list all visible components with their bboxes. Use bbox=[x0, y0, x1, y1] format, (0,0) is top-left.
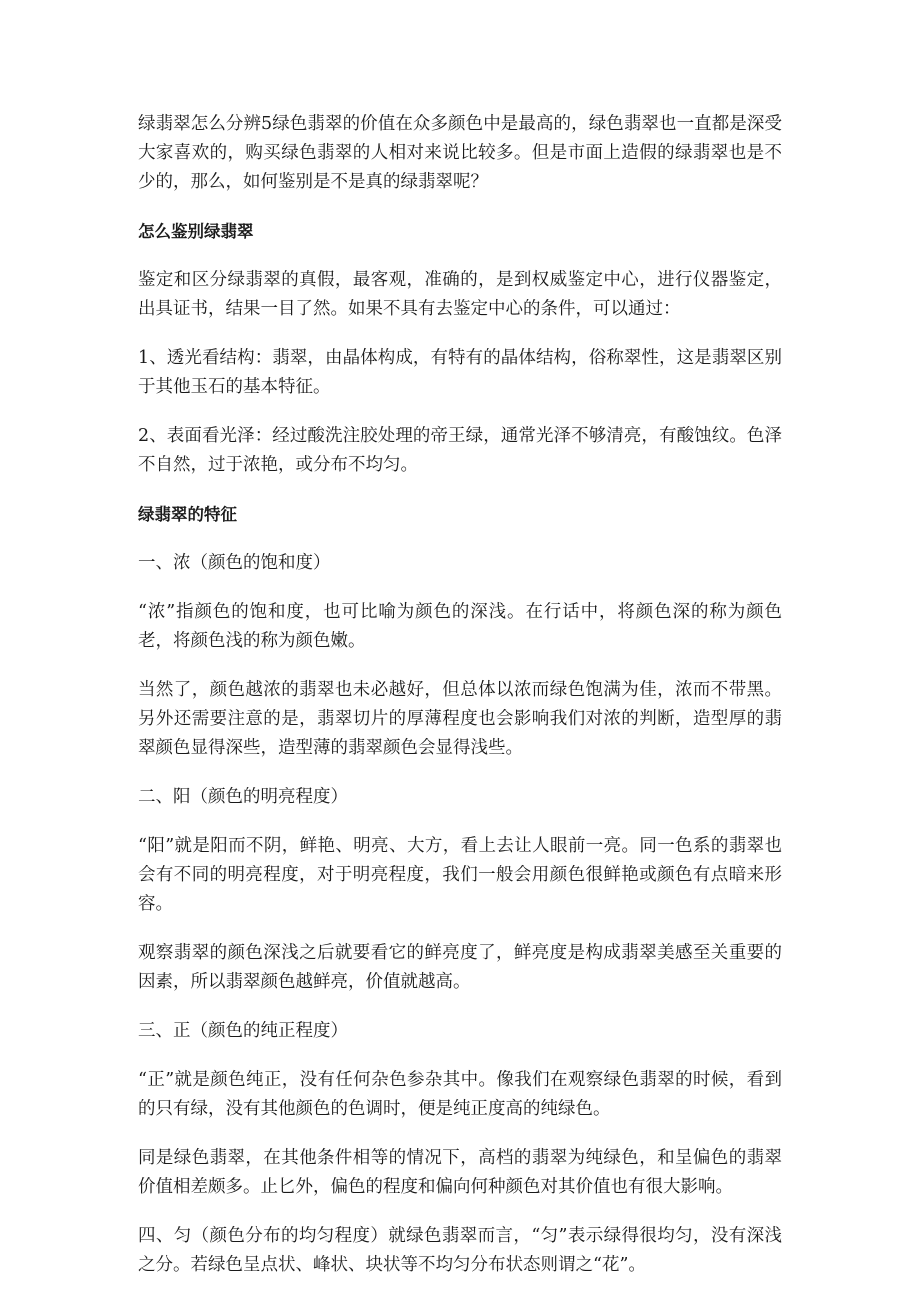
section-heading-features: 绿翡翠的特征 bbox=[138, 505, 237, 524]
feature-heading-yang: 二、阳（颜色的明亮程度） bbox=[138, 787, 348, 807]
section-heading-identify: 怎么鉴别绿翡翠 bbox=[138, 222, 254, 241]
feature-yun-paragraph: 四、匀（颜色分布的均匀程度）就绿色翡翠而言，“匀”表示绿得很均匀，没有深浅之分。若绿色呈点状、峰状、块状等不均匀分布状态则谓之“花”。 bbox=[138, 1226, 782, 1275]
feature-zheng-paragraph-2: 同是绿色翡翠，在其他条件相等的情况下，高档的翡翠为纯绿色，和呈偏色的翡翠价值相差颇多。止匕外，偏色的程度和偏向何种颜色对其价值也有很大影响。 bbox=[138, 1148, 782, 1197]
intro-paragraph: 绿翡翠怎么分辨5绿色翡翠的价值在众多颜色中是最高的，绿色翡翠也一直都是深受大家喜欢的，购买绿色翡翠的人相对来说比较多。但是市面上造假的绿翡翠也是不少的，那么，如何鉴别是不是真的绿翡翠呢？ bbox=[138, 114, 782, 192]
feature-nong-paragraph-2: 当然了，颜色越浓的翡翠也未必越好，但总体以浓而绿色饱满为佳，浓而不带黑。另外还需要注意的是，翡翠切片的厚薄程度也会影响我们对浓的判断，造型厚的翡翠颜色显得深些，造型薄的翡翠颜色会显得浅些。 bbox=[138, 680, 782, 758]
feature-heading-nong: 一、浓（颜色的饱和度） bbox=[138, 553, 331, 573]
feature-nong-paragraph-1: “浓”指颜色的饱和度，也可比喻为颜色的深浅。在行话中，将颜色深的称为颜色老，将颜色浅的称为颜色嫩。 bbox=[138, 602, 782, 651]
identify-point-structure: 1、透光看结构：翡翠，由晶体构成，有特有的晶体结构，俗称翠性，这是翡翠区别于其他玉石的基本特征。 bbox=[138, 348, 782, 397]
feature-yang-paragraph-1: “阳”就是阳而不阴，鲜艳、明亮、大方，看上去让人眼前一亮。同一色系的翡翠也会有不同的明亮程度，对于明亮程度，我们一般会用颜色很鲜艳或颜色有点暗来形容。 bbox=[138, 836, 782, 914]
identify-point-luster: 2、表面看光泽：经过酸洗注胶处理的帝王绿，通常光泽不够清亮，有酸蚀纹。色泽不自然，过于浓艳，或分布不均匀。 bbox=[138, 426, 782, 475]
document-page bbox=[138, 110, 782, 1300]
feature-zheng-paragraph-1: “正”就是颜色纯正，没有任何杂色参杂其中。像我们在观察绿色翡翠的时候，看到的只有绿，没有其他颜色的色调时，便是纯正度高的纯绿色。 bbox=[138, 1070, 782, 1119]
feature-yang-paragraph-2: 观察翡翠的颜色深浅之后就要看它的鲜亮度了，鲜亮度是构成翡翠美感至关重要的因素，所以翡翠颜色越鲜亮，价值就越高。 bbox=[138, 943, 782, 992]
identify-paragraph: 鉴定和区分绿翡翠的真假，最客观，准确的，是到权威鉴定中心，进行仪器鉴定，出具证书，结果一目了然。如果不具有去鉴定中心的条件，可以通过： bbox=[138, 270, 782, 319]
feature-heading-zheng: 三、正（颜色的纯正程度） bbox=[138, 1021, 348, 1041]
